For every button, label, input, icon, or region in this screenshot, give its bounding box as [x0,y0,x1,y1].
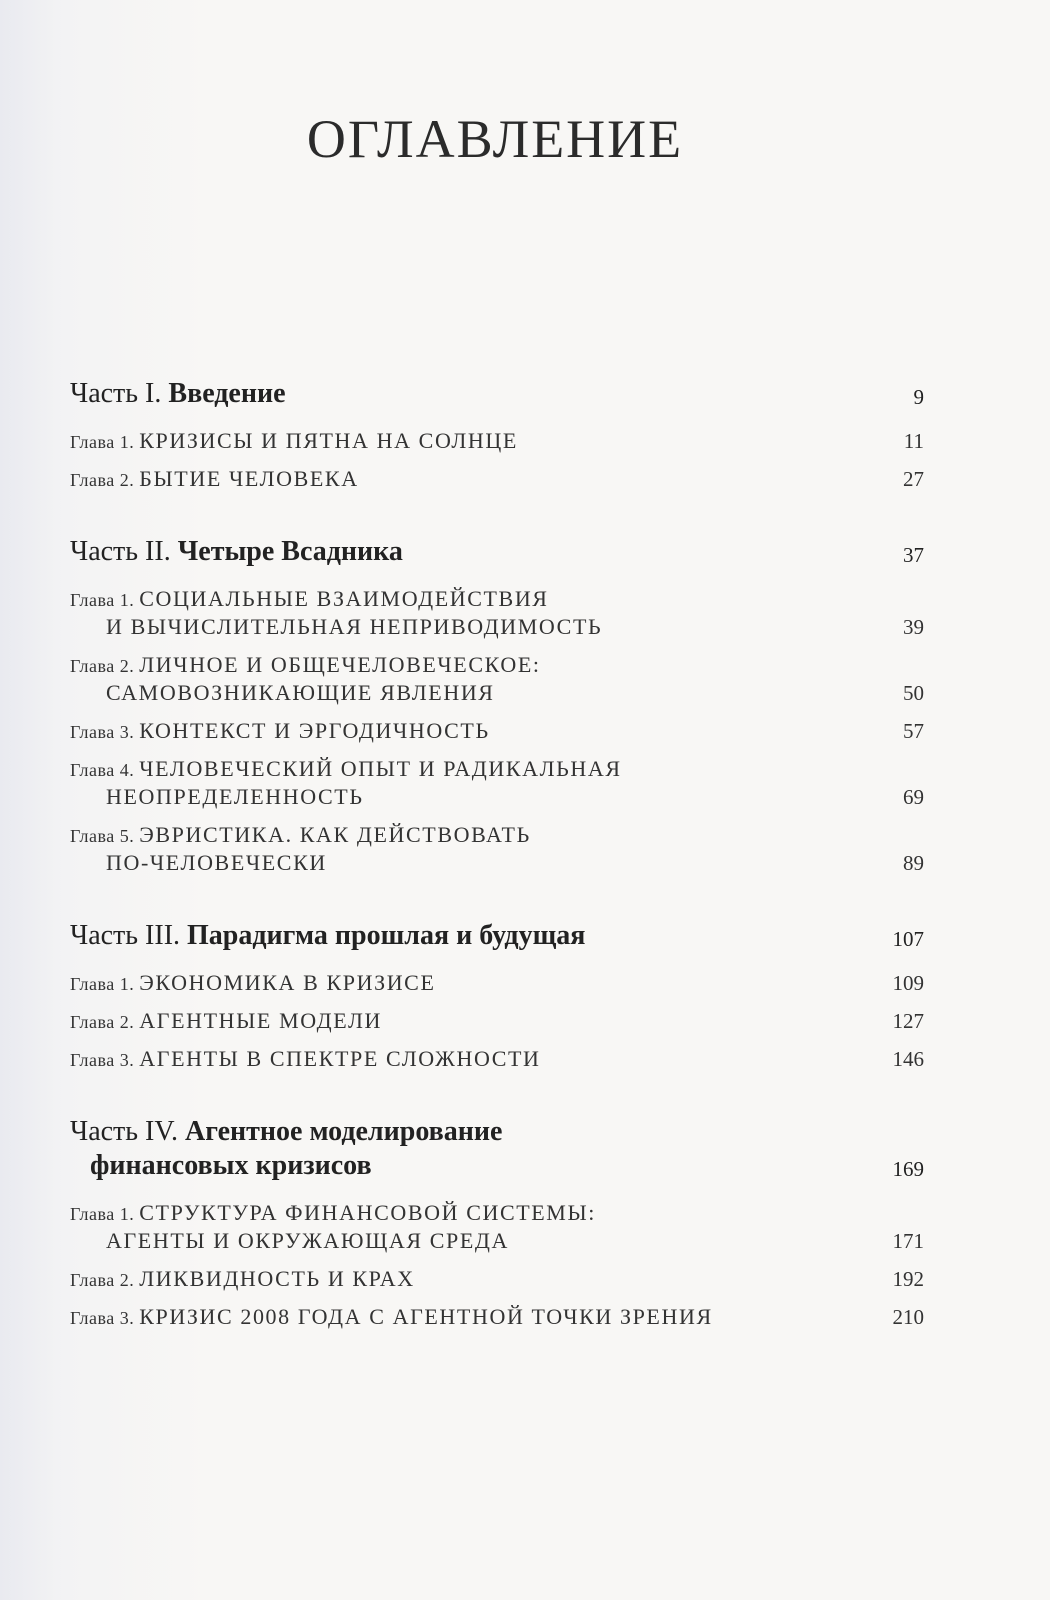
chapter-page-number: 69 [903,785,924,809]
part-spacer [70,568,930,574]
chapter-text [70,1008,382,1034]
chapter-entry [70,1304,930,1330]
chapter-text [70,718,490,744]
chapter-entry [70,718,930,744]
chapter-entry [70,1200,930,1254]
chapter-label: Глава 4. [70,760,140,780]
chapter-line [70,466,359,492]
chapter-text [70,466,359,492]
table-of-contents [70,378,930,1330]
chapter-page-number: 57 [903,719,924,743]
part-title-block [70,1116,502,1182]
part-spacer [70,410,930,416]
chapter-title: КРИЗИСЫ И ПЯТНА НА СОЛНЦЕ [139,428,518,453]
chapter-title: ЛИКВИДНОСТЬ И КРАХ [139,1266,415,1291]
chapter-entry [70,466,930,492]
chapter-label: Глава 3. [70,1050,140,1070]
chapter-text [70,1046,541,1072]
chapter-page-number: 27 [903,467,924,491]
chapter-text [70,1304,713,1330]
part-heading [70,920,930,952]
chapter-title-continued: ПО-ЧЕЛОВЕЧЕСКИ [106,850,327,875]
chapter-text [70,428,518,454]
chapter-title-continued: НЕОПРЕДЕЛЕННОСТЬ [106,784,364,809]
chapter-text [70,1200,596,1254]
part-label: Часть II. [70,536,178,567]
chapter-title: ЧЕЛОВЕЧЕСКИЙ ОПЫТ И РАДИКАЛЬНАЯ [139,756,622,781]
chapter-label: Глава 1. [70,432,140,452]
chapter-title: ЭВРИСТИКА. КАК ДЕЙСТВОВАТЬ [139,822,531,847]
part-heading [70,536,930,568]
part-page-number: 9 [913,385,924,409]
chapter-page-number: 39 [903,615,924,639]
chapter-text [70,822,531,876]
chapter-line [70,970,436,996]
part-spacer [70,1182,930,1188]
chapter-entry [70,822,930,876]
part-title-block [70,920,585,952]
chapter-entry [70,1046,930,1072]
chapter-entry [70,652,930,706]
chapter-entry [70,970,930,996]
chapter-label: Глава 1. [70,974,140,994]
chapter-label: Глава 3. [70,722,140,742]
chapter-label: Глава 2. [70,656,140,676]
chapter-label: Глава 1. [70,1204,140,1224]
part-title: Агентное моделирование [185,1116,503,1147]
chapter-text [70,756,622,810]
part-title-line [70,1116,502,1148]
chapter-line [70,718,490,744]
chapter-title-continued: САМОВОЗНИКАЮЩИЕ ЯВЛЕНИЯ [106,680,495,705]
chapter-title: КОНТЕКСТ И ЭРГОДИЧНОСТЬ [139,718,490,743]
chapter-page-number: 109 [892,971,924,995]
part-heading [70,378,930,410]
chapter-title-continued: И ВЫЧИСЛИТЕЛЬНАЯ НЕПРИВОДИМОСТЬ [106,614,603,639]
chapter-line [70,428,518,454]
part-title-block [70,378,286,410]
part-label: Часть III. [70,920,188,951]
chapter-page-number: 192 [892,1267,924,1291]
chapter-page-number: 50 [903,681,924,705]
chapter-title-continued: АГЕНТЫ И ОКРУЖАЮЩАЯ СРЕДА [106,1228,509,1253]
chapter-page-number: 146 [892,1047,924,1071]
chapter-label: Глава 2. [70,470,140,490]
part-title: Парадигма прошлая и будущая [187,920,586,951]
chapter-entry [70,1008,930,1034]
chapter-page-number: 11 [903,429,924,453]
part-title-line2: финансовых кризисов [90,1150,372,1181]
chapter-label: Глава 5. [70,826,140,846]
chapter-entry [70,586,930,640]
part-spacer [70,1072,930,1116]
chapter-title: СОЦИАЛЬНЫЕ ВЗАИМОДЕЙСТВИЯ [139,586,549,611]
chapter-title: КРИЗИС 2008 ГОДА С АГЕНТНОЙ ТОЧКИ ЗРЕНИЯ [139,1304,713,1329]
chapter-label: Глава 1. [70,590,140,610]
part-spacer [70,952,930,958]
chapter-line [70,756,622,782]
chapter-line [70,1008,382,1034]
chapter-title: БЫТИЕ ЧЕЛОВЕКА [139,466,359,491]
chapter-line [70,652,541,678]
chapter-page-number: 171 [892,1229,924,1253]
chapter-entry [70,428,930,454]
chapter-line [70,586,602,612]
chapter-entry [70,756,930,810]
chapter-label: Глава 2. [70,1270,140,1290]
part-page-number: 37 [903,543,924,567]
chapter-text [70,970,436,996]
part-spacer [70,492,930,536]
part-heading [70,1116,930,1182]
chapter-line [70,822,531,848]
chapter-label: Глава 3. [70,1308,140,1328]
chapter-title: АГЕНТНЫЕ МОДЕЛИ [139,1008,382,1033]
part-title: Введение [168,378,286,409]
chapter-title: ЛИЧНОЕ И ОБЩЕЧЕЛОВЕЧЕСКОЕ: [139,652,541,677]
chapter-page-number: 127 [892,1009,924,1033]
chapter-text [70,586,602,640]
part-title: Четыре Всадника [177,536,403,567]
chapter-title: АГЕНТЫ В СПЕКТРЕ СЛОЖНОСТИ [139,1046,541,1071]
part-title-line [70,920,585,952]
chapter-line [70,1200,596,1226]
part-title-block [70,536,403,568]
chapter-line [70,1266,415,1292]
chapter-text [70,652,541,706]
chapter-text [70,1266,415,1292]
chapter-entry [70,1266,930,1292]
chapter-title: СТРУКТУРА ФИНАНСОВОЙ СИСТЕМЫ: [139,1200,596,1225]
page-title: ОГЛАВЛЕНИЕ [306,109,684,169]
chapter-line [70,1304,713,1330]
chapter-page-number: 89 [903,851,924,875]
part-label: Часть I. [70,378,169,409]
part-spacer [70,876,930,920]
chapter-label: Глава 2. [70,1012,140,1032]
chapter-title: ЭКОНОМИКА В КРИЗИСЕ [139,970,436,995]
part-title-line [70,536,403,568]
part-page-number: 169 [892,1157,924,1181]
part-title-line [70,378,286,410]
part-label: Часть IV. [70,1116,185,1147]
chapter-page-number: 210 [892,1305,924,1329]
part-page-number: 107 [892,927,924,951]
chapter-line [70,1046,541,1072]
